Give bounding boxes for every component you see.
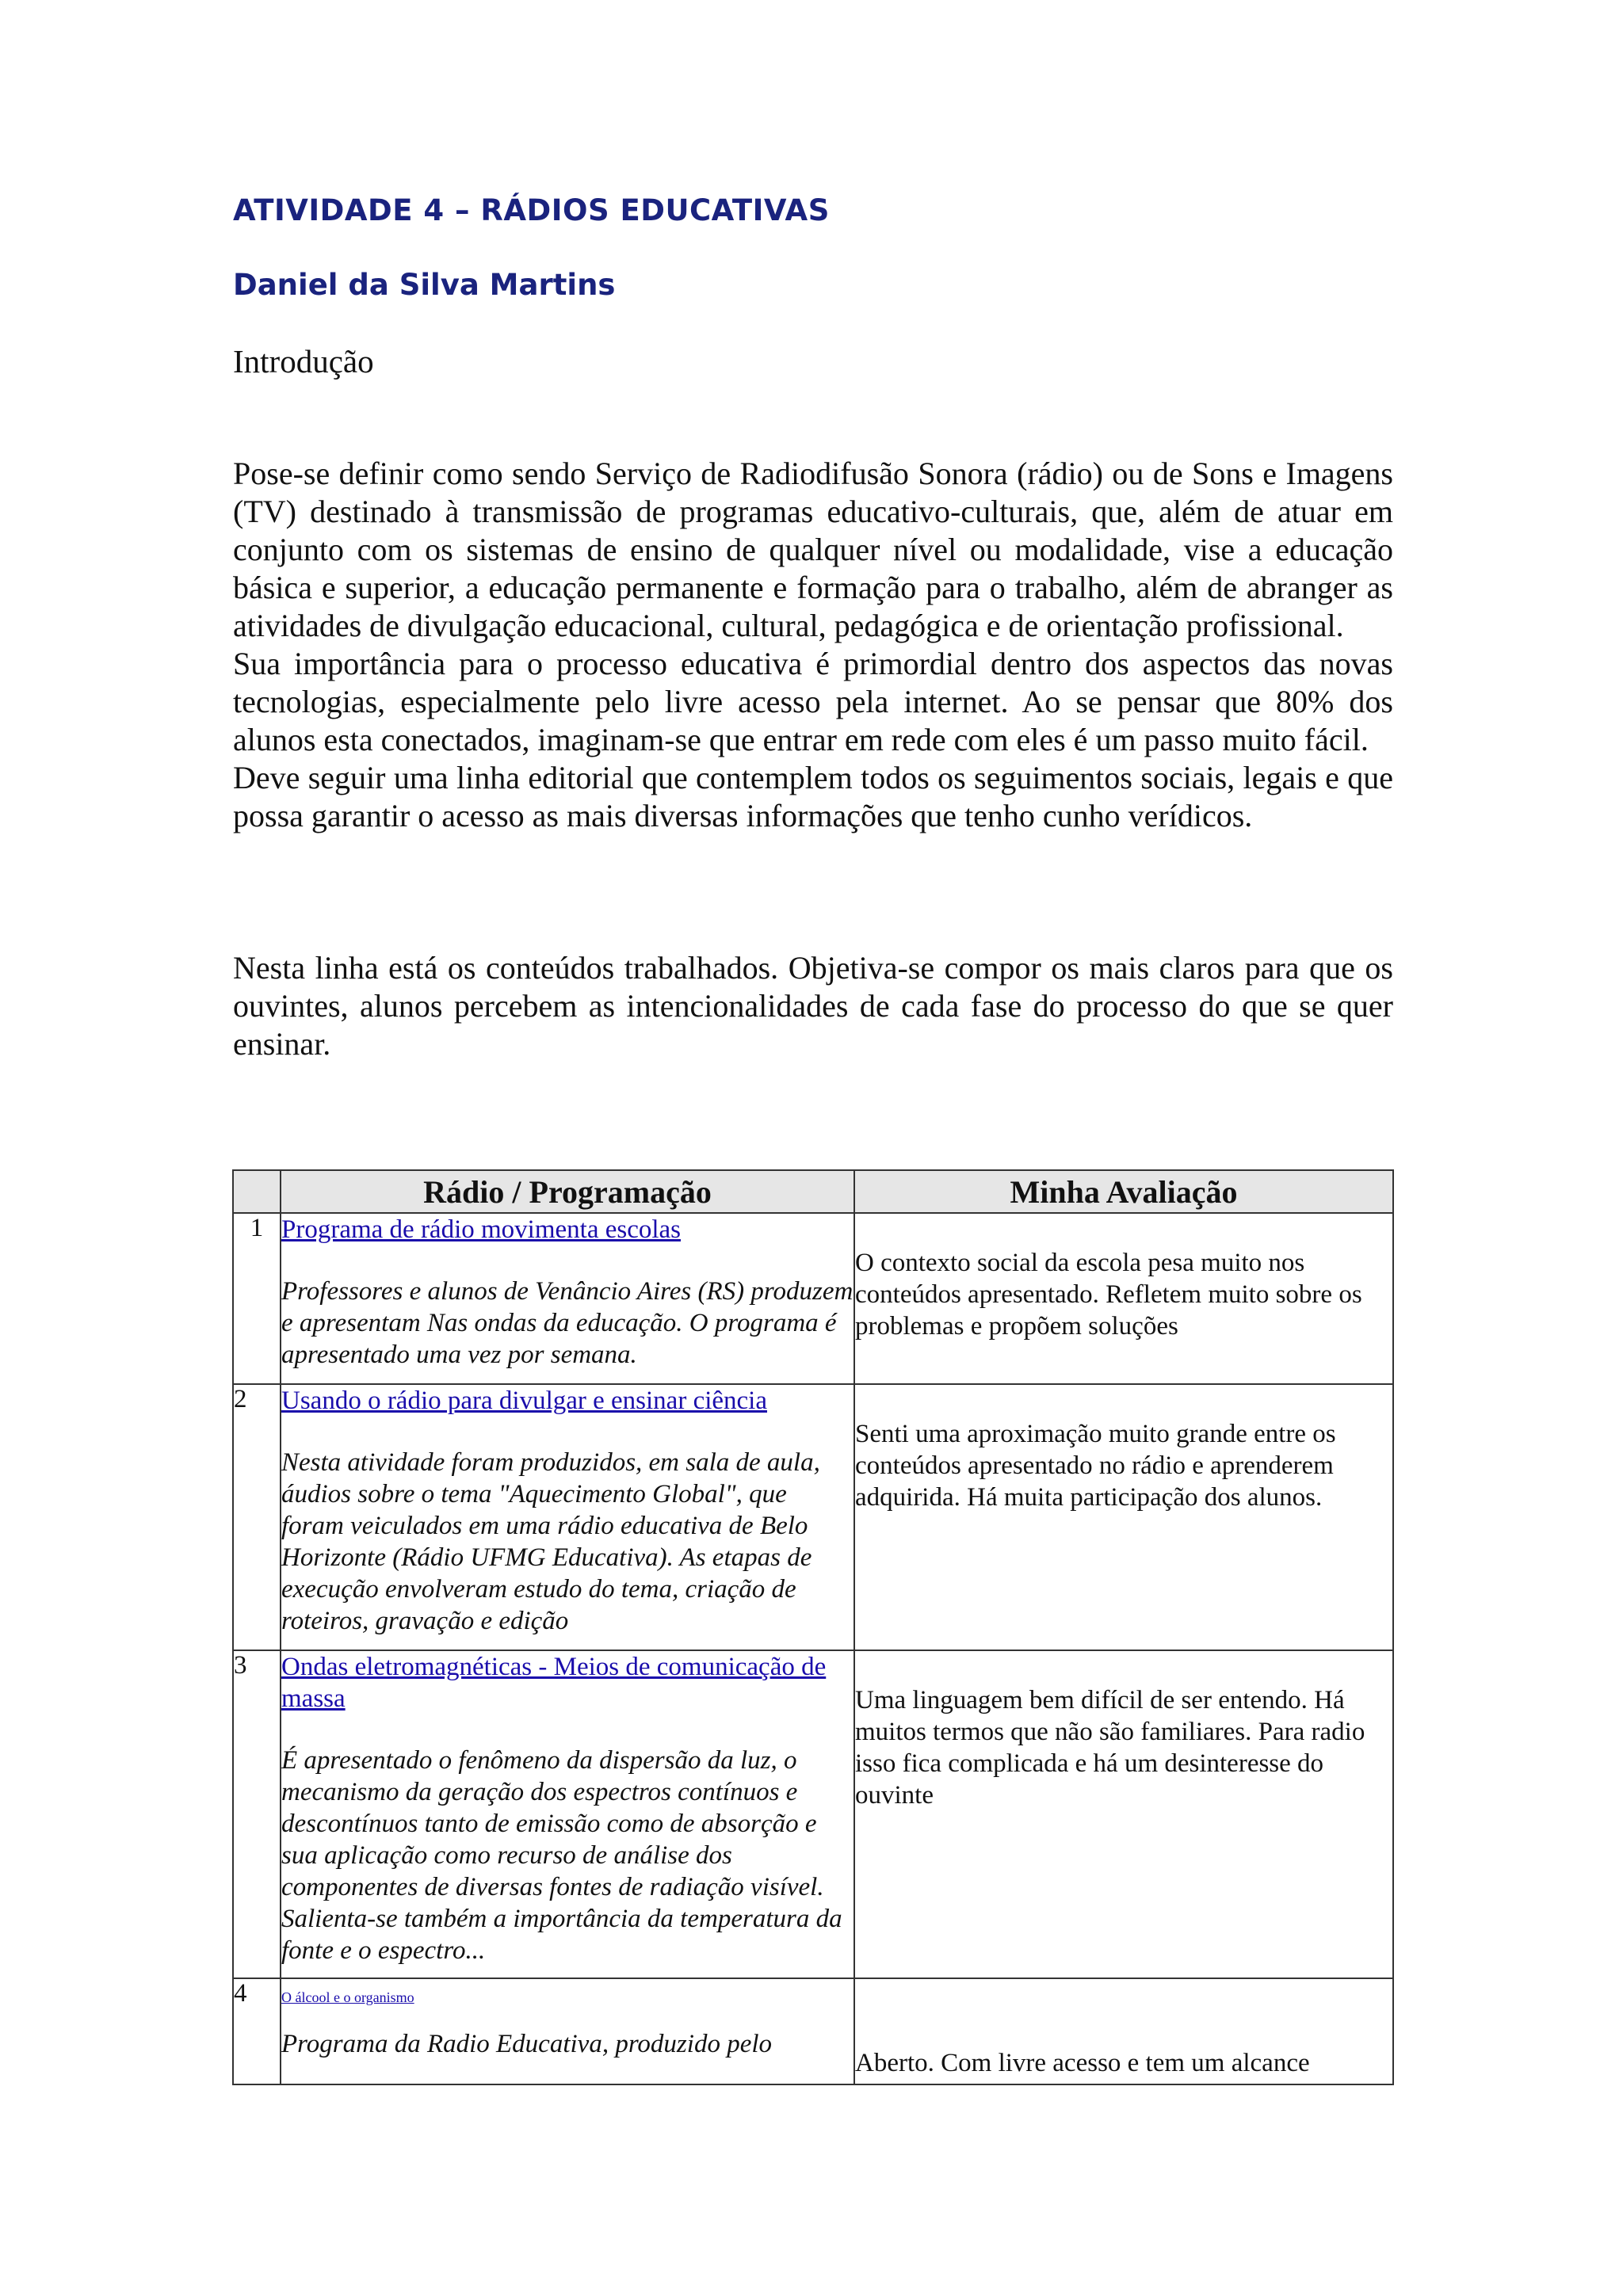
row-number: 3 [233, 1650, 281, 1978]
program-cell [281, 1213, 854, 1384]
evaluation-cell [854, 1650, 1393, 1978]
table-row [233, 1978, 1393, 2084]
evaluation-text: O contexto social da escola pesa muito nos conteúdos apresentado. Refletem muito sobre os problemas e propõem soluções [855, 1249, 1362, 1341]
program-cell [281, 1384, 854, 1650]
table-header-row [233, 1170, 1393, 1213]
row-number: 1 [233, 1213, 281, 1384]
table-row [233, 1384, 1393, 1650]
paragraph: Pose-se definir como sendo Serviço de Radiodifusão Sonora (rádio) ou de Sons e Imagens (TV) destinado à transmissão de programas educativo-culturais, que, além de atuar em conjunto com os sistemas de ensino de qualquer nível ou modalidade, vise a educação básica e superior, a educação permanente e formação para o trabalho, além de abranger as atividades de divulgação educacional, cultural, pedagógica e de orientação profissional. [233, 456, 1393, 643]
program-link[interactable]: Programa de rádio movimenta escolas [281, 1215, 682, 1244]
intro-text-block [233, 455, 1393, 835]
evaluation-text: Senti uma aproximação muito grande entre os conteúdos apresentado no rádio e aprenderem adquirida. Há muita participação dos alunos. [855, 1420, 1336, 1512]
program-description: É apresentado o fenômeno da dispersão da luz, o mecanismo da geração dos espectros contínuos e descontínuos tanto de emissão como de absorção e sua aplicação como recurso de análise dos componentes de diversas fontes de radiação visível. Salienta-se também a importância da temperatura da fonte e o espectro... [281, 1746, 842, 1965]
evaluation-cell [854, 1978, 1393, 2084]
table-header-program: Rádio / Programação [281, 1170, 854, 1213]
author-name: Daniel da Silva Martins [233, 268, 616, 302]
evaluation-cell [854, 1213, 1393, 1384]
evaluation-cell [854, 1384, 1393, 1650]
paragraph: Nesta linha está os conteúdos trabalhados. Objetiva-se compor os mais claros para que os ouvintes, alunos percebem as intencionalidades de cada fase do processo do que se quer ensinar. [233, 950, 1393, 1062]
paragraph: Sua importância para o processo educativa é primordial dentro dos aspectos das novas tecnologias, especialmente pelo livre acesso pela internet. Ao se pensar que 80% dos alunos esta conectados, imaginam-se que entrar em rede com eles é um passo muito fácil. [233, 646, 1393, 757]
table-header-num [233, 1170, 281, 1213]
page-title: ATIVIDADE 4 – RÁDIOS EDUCATIVAS [233, 193, 830, 227]
row-number: 4 [233, 1978, 281, 2084]
evaluation-text: Uma linguagem bem difícil de ser entendo. Há muitos termos que não são familiares. Para radio isso fica complicada e há um desinteresse do ouvinte [855, 1686, 1365, 1810]
program-description: Nesta atividade foram produzidos, em sala de aula, áudios sobre o tema "Aquecimento Global", que foram veiculados em uma rádio educativa de Belo Horizonte (Rádio UFMG Educativa). As etapas de execução envolveram estudo do tema, criação de roteiros, gravação e edição [281, 1448, 820, 1635]
table-row [233, 1650, 1393, 1978]
paragraph: Deve seguir uma linha editorial que contemplem todos os seguimentos sociais, legais e que possa garantir o acesso as mais diversas informações que tenho cunho verídicos. [233, 760, 1393, 833]
program-cell [281, 1650, 854, 1978]
program-description: Programa da Radio Educativa, produzido pelo [281, 2030, 773, 2058]
table-header-evaluation: Minha Avaliação [854, 1170, 1393, 1213]
table-row [233, 1213, 1393, 1384]
intro-heading: Introdução [233, 343, 374, 379]
content-text-block [233, 949, 1393, 1063]
row-number: 2 [233, 1384, 281, 1650]
program-link[interactable]: Ondas eletromagnéticas - Meios de comunicação de massa [281, 1653, 827, 1713]
program-description: Professores e alunos de Venâncio Aires (RS) produzem e apresentam Nas ondas da educação. O programa é apresentado uma vez por semana. [281, 1277, 854, 1369]
radio-program-table [232, 1169, 1394, 2085]
program-cell [281, 1978, 854, 2084]
program-link[interactable]: O álcool e o organismo [281, 1989, 414, 2005]
evaluation-text: Aberto. Com livre acesso e tem um alcance [855, 2049, 1310, 2077]
program-link[interactable]: Usando o rádio para divulgar e ensinar ciência [281, 1386, 767, 1415]
